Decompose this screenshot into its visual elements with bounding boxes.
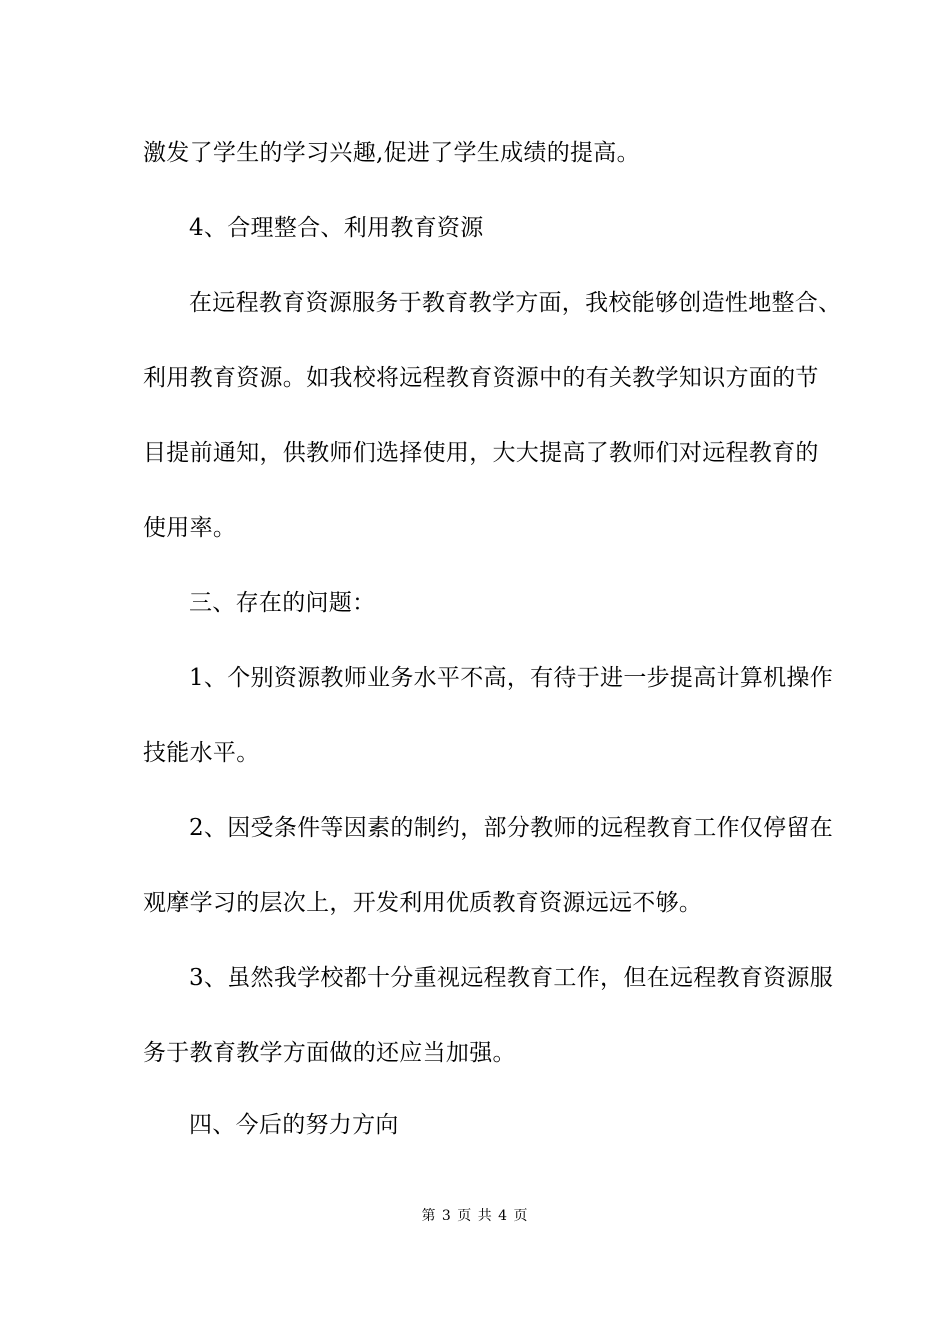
section-heading-4: 4、合理整合、利用教育资源 [189,215,484,241]
text-line-13: 务于教育教学方面做的还应当加强。 [143,1040,516,1066]
text-line-6: 使用率。 [143,515,237,541]
text-line-3: 在远程教育资源服务于教育教学方面，我校能够创造性地整合、 [189,290,842,316]
text-line-5: 目提前通知，供教师们选择使用，大大提高了教师们对远程教育的 [143,440,819,466]
text-line-8: 1、个别资源教师业务水平不高，有待于进一步提高计算机操作 [189,665,834,691]
text-line-9: 技能水平。 [143,740,260,766]
text-line-4: 利用教育资源。如我校将远程教育资源中的有关教学知识方面的节 [143,365,819,391]
text-line-11: 观摩学习的层次上，开发利用优质教育资源远远不够。 [143,890,703,916]
text-line-1: 激发了学生的学习兴趣,促进了学生成绩的提高。 [143,140,640,166]
section-heading-future: 四、今后的努力方向 [189,1112,399,1138]
page-footer: 第 3 页 共 4 页 [421,1208,529,1224]
section-heading-problems: 三、存在的问题： [189,590,376,616]
text-line-12: 3、虽然我学校都十分重视远程教育工作，但在远程教育资源服 [189,965,834,991]
text-line-10: 2、因受条件等因素的制约，部分教师的远程教育工作仅停留在 [189,815,834,841]
